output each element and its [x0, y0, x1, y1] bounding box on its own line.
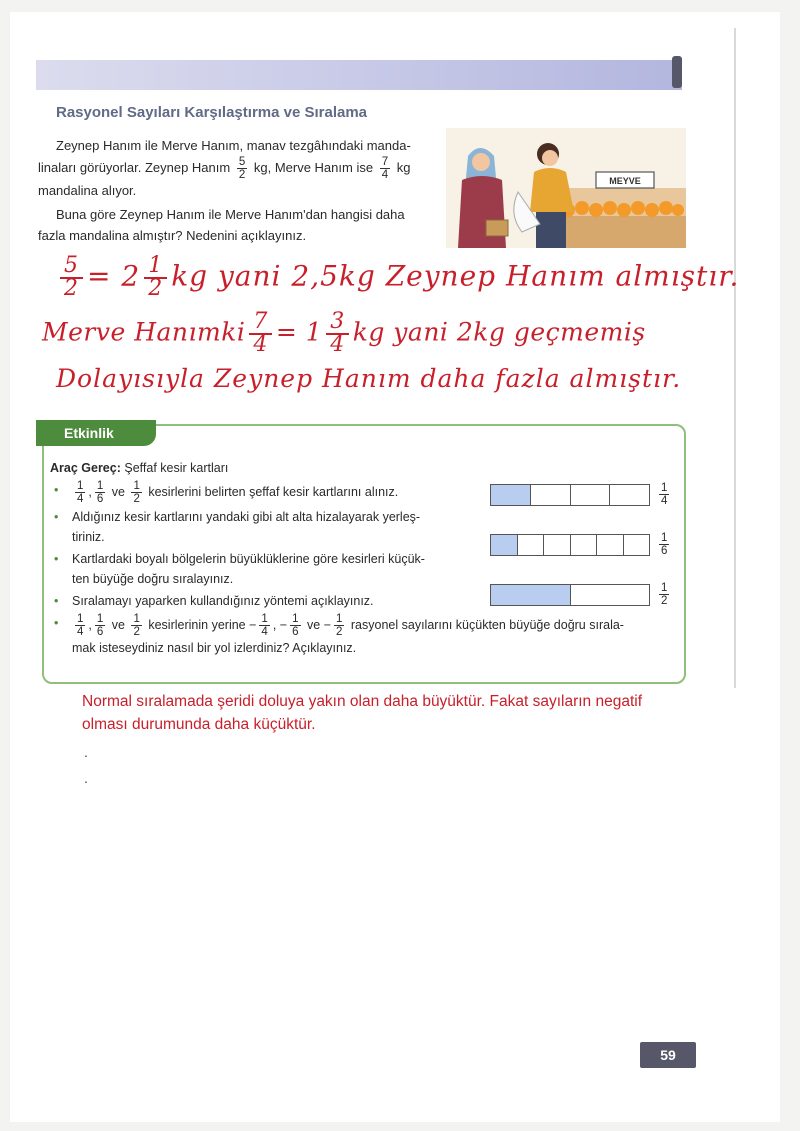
bullet-3: • Kartlardaki boyalı bölgelerin büyüklüklerine göre kesirleri küçük- ten büyüğe doğru sıralayınız. [50, 549, 492, 589]
strip-cell-filled [491, 585, 571, 605]
strip-label: $\frac{1}{4}$ [661, 482, 668, 508]
strip-cell [544, 535, 571, 555]
answer-dot: . [84, 744, 88, 760]
fraction-zeynep: $\frac{5}{2}$ [238, 156, 246, 182]
strip-cell [571, 585, 650, 605]
handwritten-line-2: Merve Hanımki $\frac{7}{4}$ = 1 $\frac{3}{4}$ kg yani 2kg geçmemiş [42, 309, 646, 357]
fraction-strip-half [490, 584, 650, 606]
hw-fraction: $\frac{7}{4}$ [249, 312, 272, 356]
handwritten-line-3: Dolayısıyla Zeynep Hanım daha fazla almıştır. [56, 364, 682, 393]
strip-cell [531, 485, 571, 505]
header-band-cap [672, 56, 682, 88]
fraction-strip-quarter [490, 484, 650, 506]
question-line: fazla mandalina almıştır? Nedenini açıklayınız. [38, 227, 307, 243]
bullet-5: • $\frac{1}{4}$ , $\frac{1}{6}$ ve $\frac{1}{2}$ kesirlerinin yerine − $\frac{1}{4}$ , − $\frac{1}{6}$ ve − $\frac{1}{2}$ rasyonel sayılarını küçükten büyüğe doğru sırala- mak isteseydiniz nasıl bir yol izlerdiniz? Açıklayınız. [50, 613, 680, 658]
strip-cell [610, 485, 649, 505]
meyve-sign: MEYVE [609, 176, 641, 186]
tools-line: Araç Gereç: Şeffaf kesir kartları [50, 461, 229, 475]
strip-label: $\frac{1}{2}$ [661, 582, 668, 608]
intro-line: mandalina alıyor. [38, 183, 137, 199]
hw-fraction: $\frac{3}{4}$ [326, 312, 349, 356]
strip-cell-filled [491, 485, 531, 505]
answer-dot: . [84, 770, 88, 786]
intro-line: kg, Merve Hanım ise [253, 160, 374, 176]
intro-line: Zeynep Hanım ile Merve Hanım, manav tezgâhındaki manda- [56, 138, 411, 153]
strip-cell [624, 535, 650, 555]
fraction-strip-sixth [490, 534, 650, 556]
question-line: Buna göre Zeynep Hanım ile Merve Hanım'dan hangisi daha [56, 207, 405, 223]
intro-line: kg [396, 160, 411, 176]
strip-cell-filled [491, 535, 518, 555]
hw-fraction: $\frac{1}{2}$ [144, 256, 167, 300]
section-title: Rasyonel Sayıları Karşılaştırma ve Sıralama [56, 104, 368, 121]
strip-cell [571, 485, 611, 505]
hw-fraction: $\frac{5}{2}$ [60, 256, 83, 300]
problem-text [38, 136, 438, 250]
bullet-1: • $\frac{1}{4}$ , $\frac{1}{6}$ ve $\frac{1}{2}$ kesirlerini belirten şeffaf kesir kartlarını alınız. [50, 480, 492, 505]
fraction-merve: $\frac{7}{4}$ [381, 156, 389, 182]
typed-answer: Normal sıralamada şeridi doluya yakın olan daha büyüktür. Fakat sayıların negatif olması durumunda daha küçüktür. [82, 693, 643, 734]
market-illustration [446, 128, 686, 248]
bullet-2: • Aldığınız kesir kartlarını yandaki gibi alt alta hizalayarak yerleş- tiriniz. [50, 507, 492, 547]
etkinlik-tab: Etkinlik [36, 420, 156, 446]
intro-line: linaları görüyorlar. Zeynep Hanım [38, 160, 231, 176]
strip-label: $\frac{1}{6}$ [661, 532, 668, 558]
strip-cell [571, 535, 598, 555]
handwritten-line-1: $\frac{5}{2}$ = 2 $\frac{1}{2}$ kg yani 2,5kg Zeynep Hanım almıştır. [56, 256, 739, 300]
page-number: 59 [640, 1042, 696, 1068]
margin-rule [734, 28, 736, 688]
strip-cell [597, 535, 624, 555]
strip-cell [518, 535, 545, 555]
header-band [36, 60, 682, 90]
bullet-4: • Sıralamayı yaparken kullandığınız yöntemi açıklayınız. [50, 591, 492, 611]
